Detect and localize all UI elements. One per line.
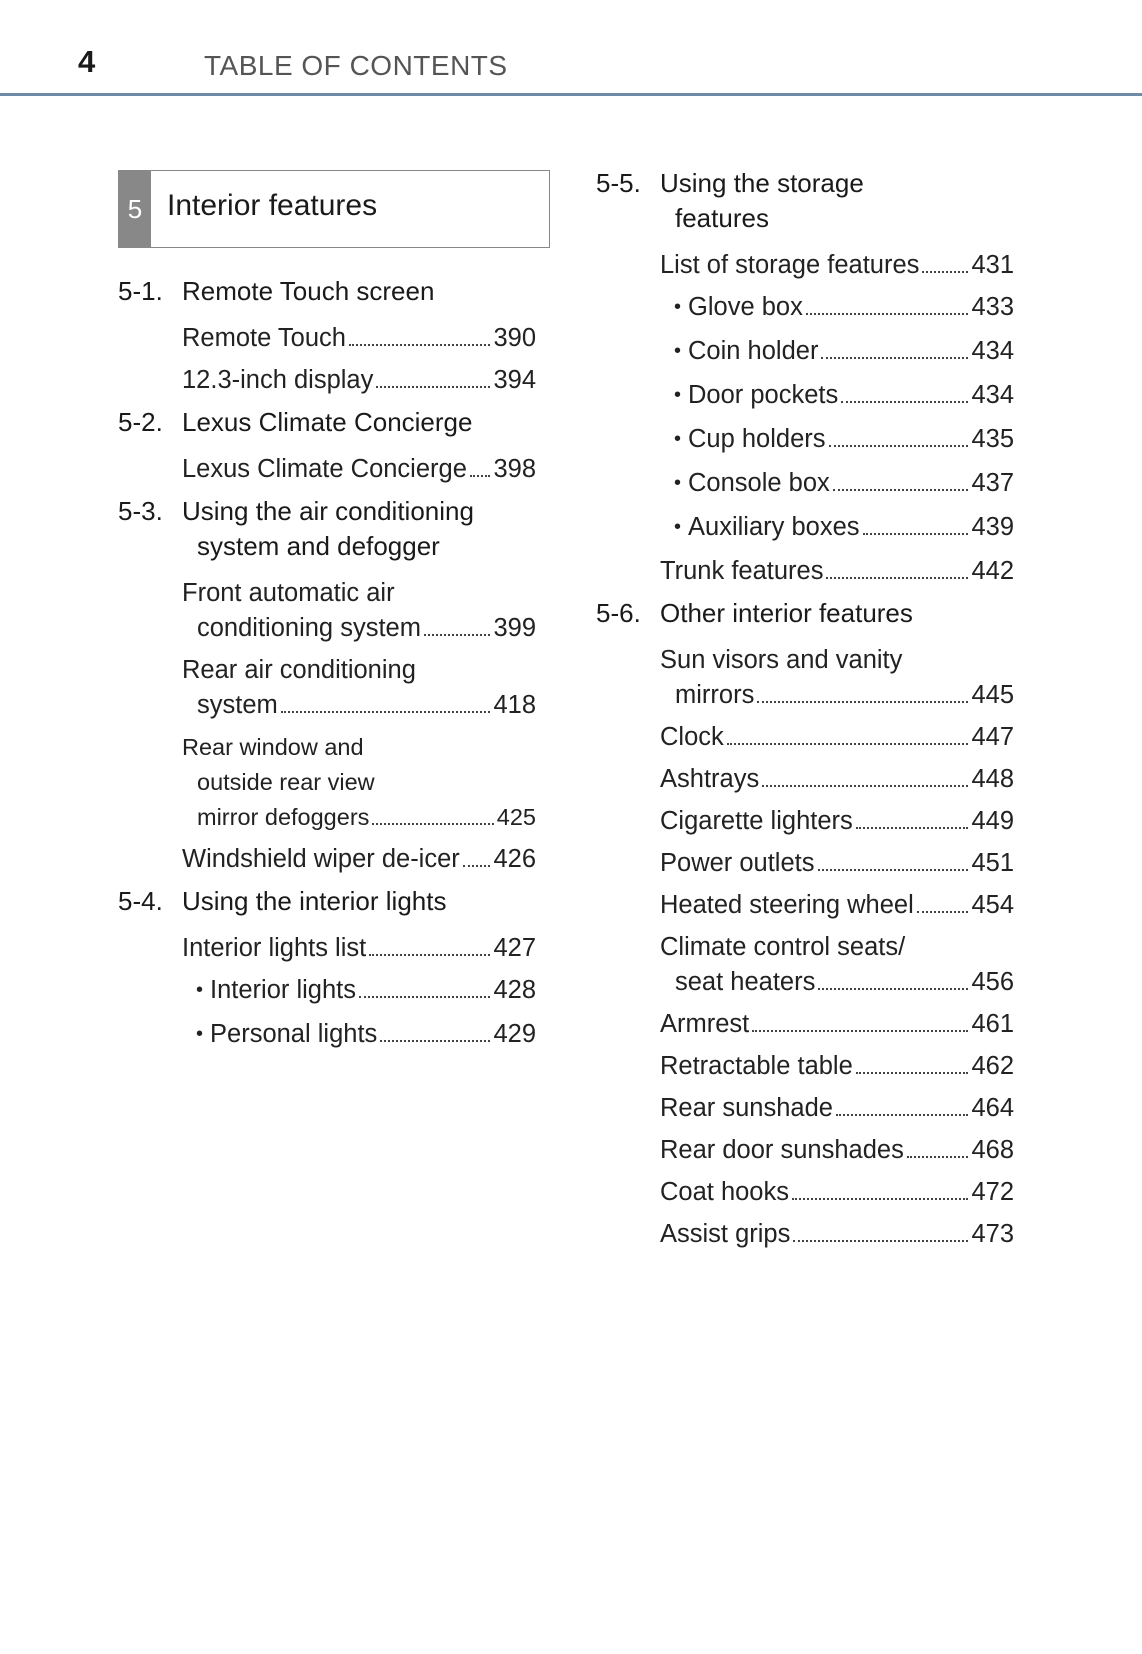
dot-leader [818, 988, 968, 990]
entry-page: 439 [971, 513, 1014, 541]
toc-entry[interactable] [596, 1091, 1014, 1126]
toc-entry[interactable] [596, 554, 1014, 589]
entry-label-line: Front automatic air [182, 579, 395, 607]
toc-entry[interactable] [596, 290, 1014, 327]
entry-page: 448 [971, 765, 1014, 793]
toc-entry[interactable] [118, 1017, 536, 1054]
entry-label: List of storage features [660, 251, 920, 279]
toc-entry[interactable] [596, 846, 1014, 881]
dot-leader [856, 1072, 969, 1074]
section-number: 5-5. [596, 168, 641, 198]
section-title: Using the interior lights [182, 886, 447, 916]
entry-page: 472 [971, 1178, 1014, 1206]
entry-label-line: Rear air conditioning [182, 656, 416, 684]
dot-leader [359, 996, 490, 998]
entry-page: 468 [971, 1136, 1014, 1164]
entry-page: 462 [971, 1052, 1014, 1080]
entry-label: system [197, 691, 278, 719]
section-title: Using the storage [660, 168, 864, 198]
entry-label-line: Climate control seats/ [660, 933, 906, 961]
section-number: 5-2. [118, 407, 163, 437]
entry-page: 394 [493, 366, 536, 394]
toc-entry[interactable] [596, 1175, 1014, 1210]
entry-page: 390 [493, 324, 536, 352]
section-heading[interactable] [596, 596, 1014, 631]
entry-label: Heated steering wheel [660, 891, 914, 919]
chapter-title: Interior features [167, 189, 378, 222]
dot-leader [281, 711, 491, 713]
entry-page: 426 [493, 845, 536, 873]
dot-leader [380, 1040, 490, 1042]
chapter-number: 5 [119, 171, 151, 247]
toc-left-column [118, 270, 536, 1061]
toc-entry[interactable] [118, 653, 536, 723]
section-number: 5-1. [118, 276, 163, 306]
entry-page: 399 [493, 614, 536, 642]
toc-entry[interactable] [596, 1049, 1014, 1084]
dot-leader [922, 271, 968, 273]
section-title: Using the air conditioning [182, 496, 474, 526]
entry-label: • Console box [674, 466, 830, 503]
section-heading[interactable] [118, 405, 536, 440]
dot-leader [372, 823, 493, 825]
section-heading[interactable] [596, 166, 1014, 236]
dot-leader [806, 313, 969, 315]
entry-label: mirror defoggers [197, 804, 370, 830]
entry-label: Retractable table [660, 1052, 853, 1080]
header-title: TABLE OF CONTENTS [204, 50, 508, 81]
entry-label-line: outside rear view [197, 769, 375, 795]
toc-entry[interactable] [596, 804, 1014, 839]
entry-label: Trunk features [660, 557, 824, 585]
toc-entry[interactable] [118, 452, 536, 487]
entry-page: 435 [971, 425, 1014, 453]
dot-leader [463, 865, 491, 867]
entry-label: Windshield wiper de-icer [182, 845, 460, 873]
page-number: 4 [78, 44, 96, 79]
toc-entry[interactable] [596, 1007, 1014, 1042]
entry-label: mirrors [675, 681, 755, 709]
section-title: Other interior features [660, 598, 913, 628]
entry-label: 12.3-inch display [182, 366, 374, 394]
toc-entry[interactable] [118, 931, 536, 966]
toc-entry[interactable] [596, 1217, 1014, 1252]
entry-label: • Personal lights [196, 1017, 377, 1054]
entry-page: 398 [493, 455, 536, 483]
toc-entry[interactable] [118, 730, 536, 835]
entry-page: 449 [971, 807, 1014, 835]
section-title: Lexus Climate Concierge [182, 407, 473, 437]
dot-leader [752, 1030, 968, 1032]
dot-leader [821, 357, 968, 359]
toc-right-column [596, 162, 1014, 1259]
entry-page: 445 [971, 681, 1014, 709]
entry-label: Armrest [660, 1010, 750, 1038]
section-number: 5-3. [118, 496, 163, 526]
entry-page: 456 [971, 968, 1014, 996]
dot-leader [829, 445, 969, 447]
dot-leader [818, 869, 969, 871]
entry-label: Rear sunshade [660, 1094, 833, 1122]
section-heading[interactable] [118, 274, 536, 309]
entry-label: seat heaters [675, 968, 816, 996]
entry-page: 442 [971, 557, 1014, 585]
toc-entry[interactable] [596, 720, 1014, 755]
dot-leader [836, 1114, 969, 1116]
section-heading[interactable] [118, 494, 536, 564]
entry-label: Assist grips [660, 1220, 791, 1248]
entry-label: • Auxiliary boxes [674, 510, 860, 547]
entry-page: 434 [971, 337, 1014, 365]
entry-label: Rear door sunshades [660, 1136, 904, 1164]
dot-leader [917, 911, 969, 913]
entry-page: 473 [971, 1220, 1014, 1248]
entry-label-line: Sun visors and vanity [660, 646, 903, 674]
toc-entry[interactable] [596, 378, 1014, 415]
dot-leader [826, 577, 968, 579]
section-title-continued: system and defogger [197, 531, 440, 561]
dot-leader [369, 954, 490, 956]
dot-leader [863, 533, 969, 535]
dot-leader [424, 634, 491, 636]
toc-entry[interactable] [596, 466, 1014, 503]
dot-leader [349, 344, 490, 346]
section-number: 5-6. [596, 598, 641, 628]
entry-page: 425 [496, 804, 536, 830]
toc-entry[interactable] [596, 510, 1014, 547]
entry-page: 433 [971, 293, 1014, 321]
entry-label: Remote Touch [182, 324, 346, 352]
toc-entry[interactable] [118, 973, 536, 1010]
dot-leader [376, 386, 490, 388]
entry-label: Clock [660, 723, 724, 751]
dot-leader [833, 489, 969, 491]
entry-page: 428 [493, 976, 536, 1004]
dot-leader [907, 1156, 969, 1158]
section-title: Remote Touch screen [182, 276, 435, 306]
toc-entry[interactable] [596, 1133, 1014, 1168]
toc-entry[interactable] [118, 363, 536, 398]
section-number: 5-4. [118, 886, 163, 916]
toc-entry[interactable] [596, 334, 1014, 371]
entry-page: 418 [493, 691, 536, 719]
page-header [0, 0, 1142, 98]
entry-label: • Interior lights [196, 973, 356, 1010]
entry-label: • Glove box [674, 290, 803, 327]
dot-leader [793, 1240, 968, 1242]
entry-page: 429 [493, 1020, 536, 1048]
toc-entry[interactable] [118, 842, 536, 877]
dot-leader [792, 1198, 968, 1200]
entry-label: Interior lights list [182, 934, 367, 962]
header-divider [0, 93, 1142, 96]
toc-entry[interactable] [596, 888, 1014, 923]
entry-page: 461 [971, 1010, 1014, 1038]
entry-page: 427 [493, 934, 536, 962]
toc-entry[interactable] [596, 248, 1014, 283]
entry-page: 437 [971, 469, 1014, 497]
toc-entry[interactable] [596, 762, 1014, 797]
entry-page: 451 [971, 849, 1014, 877]
dot-leader [762, 785, 968, 787]
section-title-continued: features [675, 203, 769, 233]
toc-entry[interactable] [596, 643, 1014, 713]
entry-page: 434 [971, 381, 1014, 409]
entry-label: • Coin holder [674, 334, 818, 371]
dot-leader [727, 743, 969, 745]
toc-entry[interactable] [118, 321, 536, 356]
section-heading[interactable] [118, 884, 536, 919]
entry-label: Coat hooks [660, 1178, 789, 1206]
entry-page: 447 [971, 723, 1014, 751]
dot-leader [841, 401, 968, 403]
entry-page: 464 [971, 1094, 1014, 1122]
entry-label-line: Rear window and [182, 734, 364, 760]
entry-label: • Door pockets [674, 378, 838, 415]
entry-label: Power outlets [660, 849, 815, 877]
entry-label: Ashtrays [660, 765, 760, 793]
toc-entry[interactable] [596, 930, 1014, 1000]
dot-leader [856, 827, 969, 829]
entry-label: • Cup holders [674, 422, 826, 459]
entry-page: 454 [971, 891, 1014, 919]
entry-page: 431 [971, 251, 1014, 279]
dot-leader [470, 475, 491, 477]
toc-entry[interactable] [596, 422, 1014, 459]
chapter-box [118, 170, 550, 248]
entry-label: Lexus Climate Concierge [182, 455, 467, 483]
dot-leader [757, 701, 968, 703]
toc-entry[interactable] [118, 576, 536, 646]
entry-label: Cigarette lighters [660, 807, 853, 835]
entry-label: conditioning system [197, 614, 421, 642]
